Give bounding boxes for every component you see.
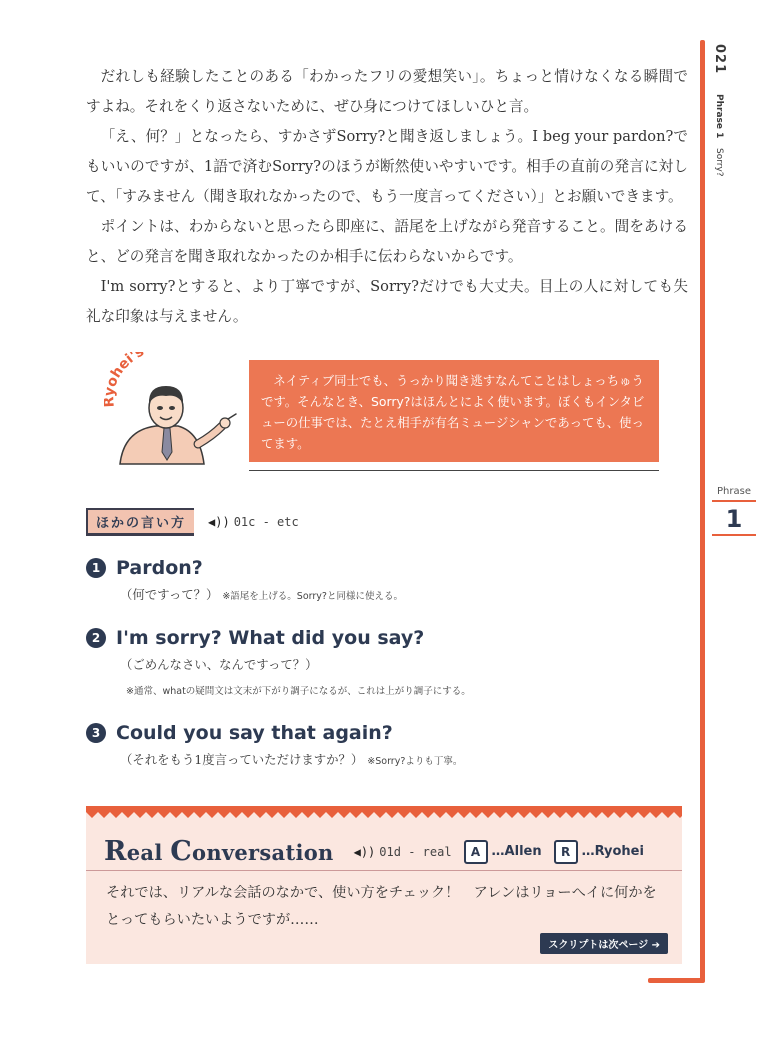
audio-track-real[interactable]: [354, 845, 452, 859]
title-part-1: eal: [126, 840, 171, 865]
audio-track-label: 01c - etc: [233, 515, 299, 529]
alternative-note: ※通常、whatの疑問文は文末が下がり調子になるが、これは上がり調子にする。: [126, 686, 471, 697]
phrase-label-vertical: Phrase 1: [714, 94, 724, 139]
cast-name: …Ryohei: [581, 844, 644, 859]
ryohei-point-rule: [249, 470, 659, 471]
ryohei-point-text: ネイティブ同士でも、うっかり聞き逃すなんてことはしょっちゅうです。そんなとき、Sorry?はほんとによく使います。ぼくもインタビューの仕事では、たとえ相手が有名ミュージシャンであっても、使ってます。: [261, 373, 645, 451]
real-conversation-title: [104, 836, 334, 867]
side-rail-bottom: [648, 978, 705, 983]
side-rail-line: [700, 40, 705, 982]
audio-track-label: 01d - real: [379, 844, 452, 859]
phrase-tab-label: Phrase: [717, 486, 751, 497]
phrase-word-vertical: Sorry?: [714, 148, 724, 177]
body-paragraph: だれしも経験したことのある「わかったフリの愛想笑い」。ちょっと情けなくなる瞬間ですよね。それをくり返さないために、ぜひ身につけてほしいひと言。: [86, 68, 688, 115]
audio-track-etc[interactable]: [208, 515, 299, 529]
real-conversation-intro: それでは、リアルな会話のなかで、使い方をチェック！ アレンはリョーへイに何かをとってもらいたいようですが……: [106, 885, 657, 928]
real-conversation-header: [104, 836, 674, 867]
number-badge: 1: [86, 558, 106, 578]
speaker-icon: ◀)): [208, 515, 230, 529]
alternative-english: Pardon?: [116, 557, 203, 579]
real-conversation-rule: [86, 870, 682, 871]
title-letter-r: R: [104, 836, 127, 867]
title-part-2: onversation: [192, 840, 334, 865]
other-ways-heading: ほかの言い方: [86, 508, 194, 536]
title-letter-c: C: [170, 836, 193, 867]
body-paragraph: 「え、何？」となったら、すかさずSorry?と聞き返しましょう。I beg your pardon?でもいいのですが、1語で済むSorry?のほうが断然使いやすいです。相手の直前の発言に対して、「すみません（聞き取れなかったので、もう一度言ってください）」とお願いできます。: [86, 128, 688, 205]
alternative-note: ※Sorry?よりも丁寧。: [367, 756, 463, 767]
real-conversation-panel: [86, 806, 682, 964]
body-text: [86, 62, 688, 332]
cast-name: …Allen: [491, 844, 542, 859]
phrase-tab-rule-bottom: [712, 534, 756, 536]
phrase-tab: [712, 486, 756, 536]
alternative-japanese: （ごめんなさい、なんですって？）: [120, 657, 318, 672]
alternative-phrase: [86, 722, 686, 768]
zigzag-border: [86, 806, 682, 820]
phrase-tab-rule: [712, 500, 756, 502]
alternative-japanese: （何ですって？）: [120, 587, 219, 602]
ryohei-point-illustration: [104, 352, 254, 472]
other-ways-header: [86, 509, 299, 535]
alternative-note: ※語尾を上げる。Sorry?と同様に使える。: [222, 591, 403, 602]
cast-ryohei: [554, 840, 644, 864]
alternative-japanese: （それをもう1度言っていただけますか？）: [120, 752, 364, 767]
cast-badge-r: R: [554, 840, 578, 864]
number-badge: 3: [86, 723, 106, 743]
page-section-number: 021: [712, 44, 727, 75]
ryohei-point-box: [249, 360, 659, 462]
phrase-tab-number: 1: [725, 505, 743, 533]
body-paragraph: ポイントは、わからないと思ったら即座に、語尾を上げながら発音すること。間をあけると、どの発言を聞き取れなかったのか相手に伝わらないからです。: [86, 218, 688, 265]
cast-allen: [464, 840, 542, 864]
ryohei-point-label: ohei's: [104, 352, 147, 390]
alternative-phrase: [86, 627, 686, 697]
alternative-english: Could you say that again?: [116, 722, 393, 744]
ryohei-avatar-icon: [104, 352, 254, 472]
number-badge: 2: [86, 628, 106, 648]
next-page-script-button[interactable]: スクリプトは次ページ ➔: [540, 933, 668, 954]
speaker-icon: ◀)): [353, 844, 376, 859]
cast-badge-a: A: [464, 840, 488, 864]
alternative-english: I'm sorry? What did you say?: [116, 627, 425, 649]
body-paragraph: I'm sorry?とすると、より丁寧ですが、Sorry?だけでも大丈夫。目上の人に対しても失礼な印象は与えません。: [86, 278, 688, 325]
alternative-phrase: [86, 557, 686, 603]
